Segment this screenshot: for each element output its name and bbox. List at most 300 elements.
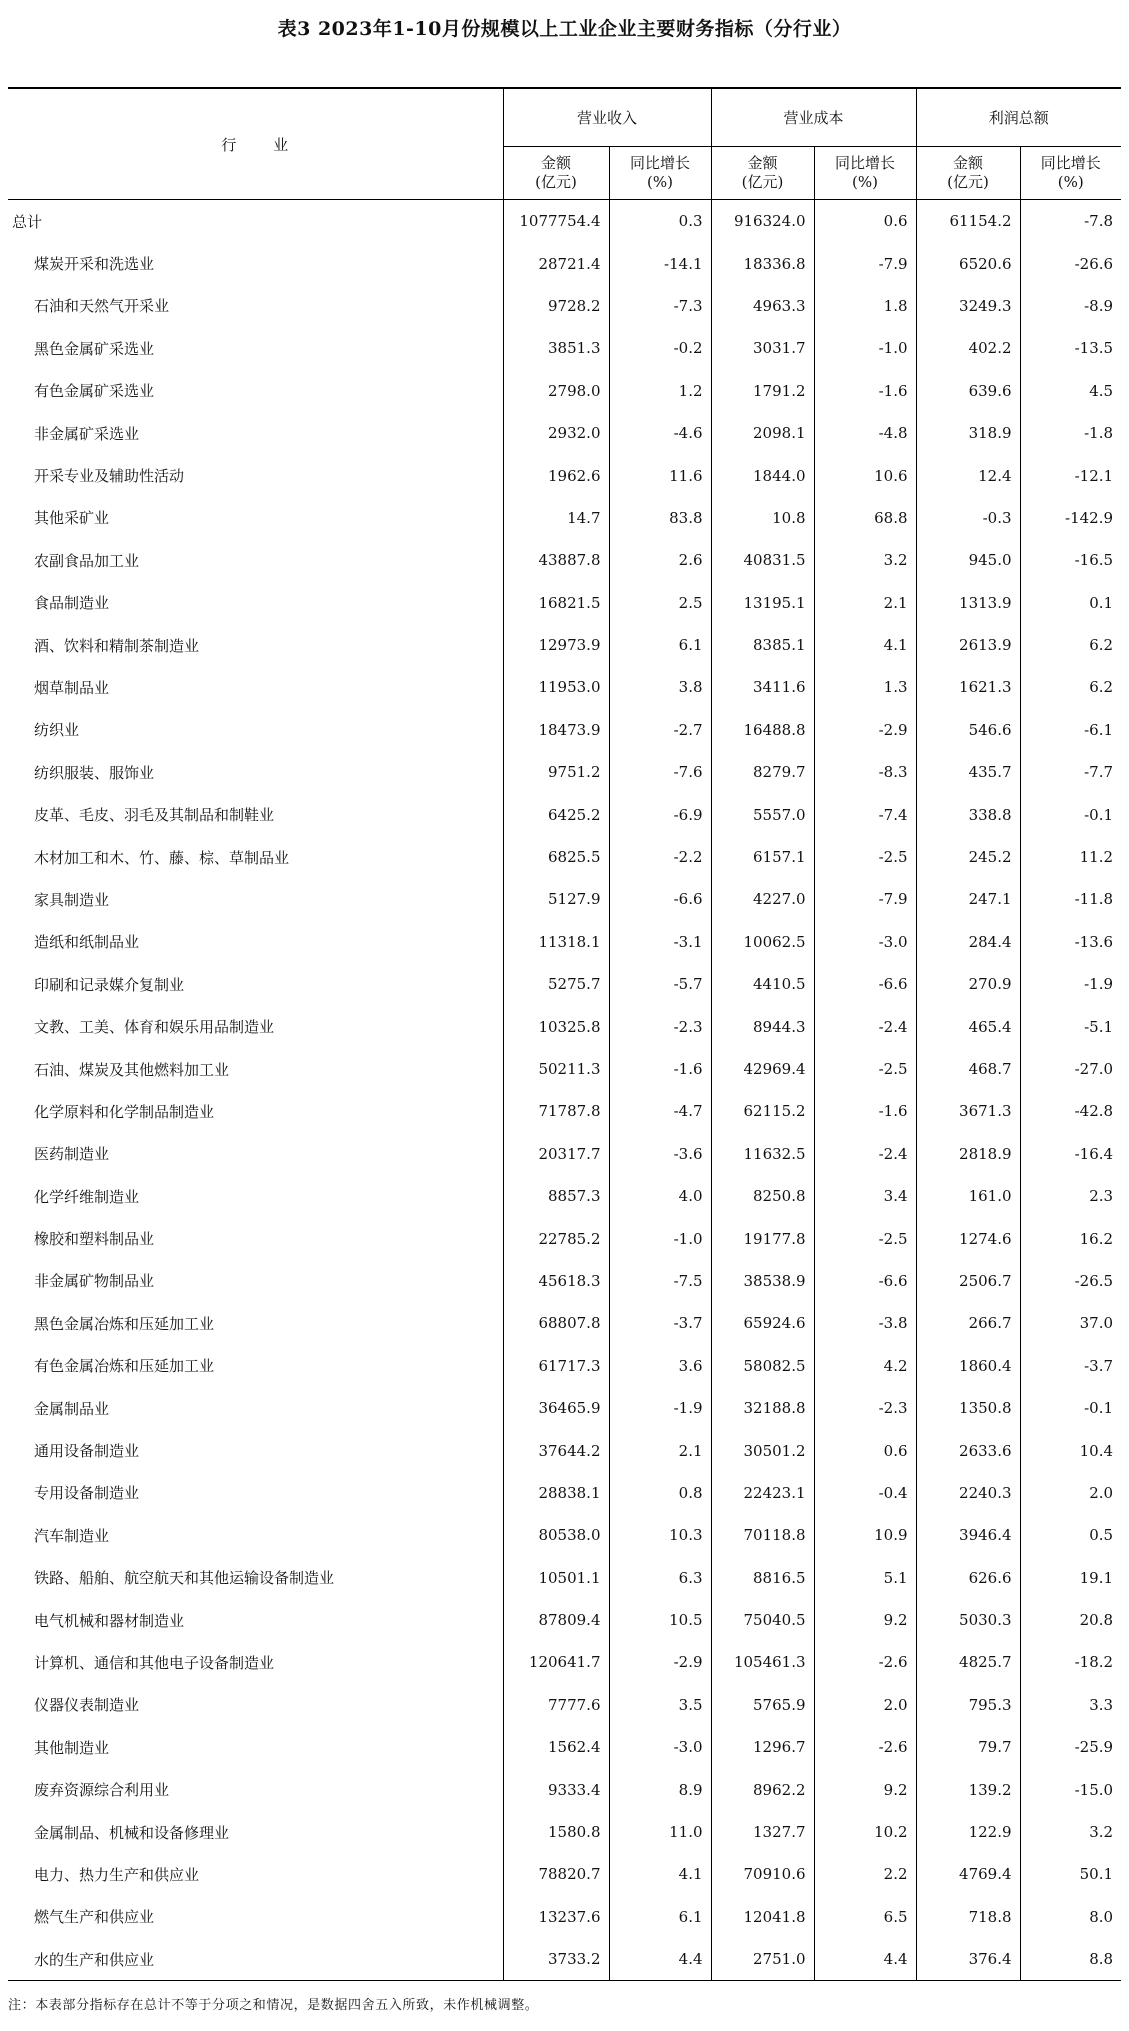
revenue-growth-cell: 0.8 bbox=[609, 1472, 711, 1514]
table-row bbox=[8, 1599, 1121, 1641]
cost-growth-cell: -8.3 bbox=[814, 751, 916, 793]
profit-amount-cell: 1860.4 bbox=[916, 1345, 1020, 1387]
revenue-amount-cell: 18473.9 bbox=[503, 709, 609, 751]
revenue-amount-cell: 68807.8 bbox=[503, 1302, 609, 1344]
revenue-growth-cell: -2.3 bbox=[609, 1005, 711, 1047]
profit-amount-cell: 402.2 bbox=[916, 327, 1020, 369]
industry-name-cell: 木材加工和木、竹、藤、棕、草制品业 bbox=[34, 848, 290, 867]
profit-amount-cell: 122.9 bbox=[916, 1811, 1020, 1853]
cost-growth-cell: -1.0 bbox=[814, 327, 916, 369]
revenue-growth-cell: 10.3 bbox=[609, 1514, 711, 1556]
growth-unit: (%) bbox=[1057, 173, 1084, 191]
revenue-growth-header bbox=[609, 147, 711, 200]
profit-growth-cell: -18.2 bbox=[1020, 1641, 1121, 1683]
profit-amount-cell: 284.4 bbox=[916, 921, 1020, 963]
profit-growth-cell: -0.1 bbox=[1020, 1387, 1121, 1429]
profit-amount-cell: 318.9 bbox=[916, 412, 1020, 454]
cost-growth-cell: 0.6 bbox=[814, 200, 916, 243]
revenue-amount-cell: 87809.4 bbox=[503, 1599, 609, 1641]
cost-amount-cell: 105461.3 bbox=[711, 1641, 814, 1683]
revenue-amount-cell: 78820.7 bbox=[503, 1853, 609, 1895]
revenue-growth-cell: -7.3 bbox=[609, 285, 711, 327]
revenue-amount-cell: 61717.3 bbox=[503, 1345, 609, 1387]
table-header bbox=[8, 88, 1121, 200]
amount-unit: (亿元) bbox=[741, 173, 784, 191]
industry-name-cell: 有色金属矿采选业 bbox=[34, 382, 155, 401]
profit-amount-cell: 2613.9 bbox=[916, 624, 1020, 666]
cost-growth-cell: 9.2 bbox=[814, 1768, 916, 1810]
profit-growth-cell: -6.1 bbox=[1020, 709, 1121, 751]
cost-growth-cell: 9.2 bbox=[814, 1599, 916, 1641]
industry-name-cell: 橡胶和塑料制品业 bbox=[34, 1230, 155, 1249]
profit-amount-cell: 4825.7 bbox=[916, 1641, 1020, 1683]
cost-growth-cell: -6.6 bbox=[814, 963, 916, 1005]
cost-amount-cell: 12041.8 bbox=[711, 1896, 814, 1938]
profit-amount-cell: 61154.2 bbox=[916, 200, 1020, 243]
cost-growth-cell: 3.4 bbox=[814, 1175, 916, 1217]
table-row bbox=[8, 878, 1121, 920]
profit-amount-cell: 626.6 bbox=[916, 1557, 1020, 1599]
cost-growth-cell: -2.6 bbox=[814, 1641, 916, 1683]
industry-name-cell: 专用设备制造业 bbox=[34, 1484, 140, 1503]
revenue-amount-cell: 28721.4 bbox=[503, 242, 609, 284]
industry-name-cell: 黑色金属矿采选业 bbox=[34, 339, 155, 358]
cost-growth-cell: -7.4 bbox=[814, 793, 916, 835]
industry-name-cell: 非金属矿采选业 bbox=[34, 424, 140, 443]
revenue-amount-cell: 9751.2 bbox=[503, 751, 609, 793]
revenue-growth-cell: -7.6 bbox=[609, 751, 711, 793]
revenue-amount-cell: 5127.9 bbox=[503, 878, 609, 920]
profit-growth-cell: -25.9 bbox=[1020, 1726, 1121, 1768]
revenue-amount-cell: 12973.9 bbox=[503, 624, 609, 666]
table-row bbox=[8, 1133, 1121, 1175]
table-row bbox=[8, 1726, 1121, 1768]
profit-amount-cell: 468.7 bbox=[916, 1048, 1020, 1090]
profit-amount-cell: 1313.9 bbox=[916, 582, 1020, 624]
industry-name-cell: 煤炭开采和洗选业 bbox=[34, 255, 155, 274]
revenue-amount-cell: 9728.2 bbox=[503, 285, 609, 327]
cost-growth-cell: -2.6 bbox=[814, 1726, 916, 1768]
profit-growth-cell: -16.4 bbox=[1020, 1133, 1121, 1175]
table-body bbox=[8, 200, 1121, 1981]
revenue-growth-cell: 2.1 bbox=[609, 1429, 711, 1471]
table-row bbox=[8, 1641, 1121, 1683]
cost-amount-cell: 1327.7 bbox=[711, 1811, 814, 1853]
header-row-groups bbox=[8, 88, 1121, 147]
profit-growth-cell: 10.4 bbox=[1020, 1429, 1121, 1471]
revenue-growth-cell: 11.6 bbox=[609, 454, 711, 496]
profit-amount-cell: 161.0 bbox=[916, 1175, 1020, 1217]
profit-growth-cell: 3.3 bbox=[1020, 1684, 1121, 1726]
revenue-growth-cell: 3.5 bbox=[609, 1684, 711, 1726]
profit-amount-cell: 4769.4 bbox=[916, 1853, 1020, 1895]
revenue-amount-cell: 2798.0 bbox=[503, 370, 609, 412]
table-row bbox=[8, 370, 1121, 412]
revenue-growth-cell: 4.4 bbox=[609, 1938, 711, 1981]
revenue-growth-cell: 6.1 bbox=[609, 624, 711, 666]
profit-growth-cell: -142.9 bbox=[1020, 497, 1121, 539]
cost-growth-cell: -6.6 bbox=[814, 1260, 916, 1302]
profit-growth-cell: -8.9 bbox=[1020, 285, 1121, 327]
cost-amount-cell: 58082.5 bbox=[711, 1345, 814, 1387]
profit-amount-cell: 2240.3 bbox=[916, 1472, 1020, 1514]
profit-amount-cell: 2506.7 bbox=[916, 1260, 1020, 1302]
cost-amount-header bbox=[711, 147, 814, 200]
footnote: 注：本表部分指标存在总计不等于分项之和情况，是数据四舍五入所致，未作机械调整。 bbox=[8, 1998, 539, 2013]
revenue-amount-cell: 80538.0 bbox=[503, 1514, 609, 1556]
revenue-amount-cell: 14.7 bbox=[503, 497, 609, 539]
amount-label: 金额 bbox=[540, 154, 571, 172]
cost-growth-cell: 10.6 bbox=[814, 454, 916, 496]
table-row bbox=[8, 1557, 1121, 1599]
growth-label: 同比增长 bbox=[835, 154, 896, 172]
industry-name-cell: 通用设备制造业 bbox=[34, 1442, 140, 1461]
industry-name-cell: 酒、饮料和精制茶制造业 bbox=[34, 636, 200, 655]
table-row bbox=[8, 793, 1121, 835]
profit-growth-cell: -15.0 bbox=[1020, 1768, 1121, 1810]
profit-growth-cell: -12.1 bbox=[1020, 454, 1121, 496]
table-row bbox=[8, 497, 1121, 539]
industry-name-cell: 其他制造业 bbox=[34, 1738, 110, 1757]
cost-amount-cell: 8816.5 bbox=[711, 1557, 814, 1599]
cost-amount-cell: 8385.1 bbox=[711, 624, 814, 666]
industry-name-cell: 总计 bbox=[12, 212, 43, 231]
table-row bbox=[8, 1260, 1121, 1302]
industry-name-cell: 皮革、毛皮、羽毛及其制品和制鞋业 bbox=[34, 806, 275, 825]
cost-amount-cell: 4963.3 bbox=[711, 285, 814, 327]
revenue-amount-cell: 1077754.4 bbox=[503, 200, 609, 243]
profit-amount-cell: -0.3 bbox=[916, 497, 1020, 539]
industry-name-cell: 仪器仪表制造业 bbox=[34, 1696, 140, 1715]
table-row bbox=[8, 1387, 1121, 1429]
industry-name-cell: 石油、煤炭及其他燃料加工业 bbox=[34, 1060, 230, 1079]
profit-amount-cell: 5030.3 bbox=[916, 1599, 1020, 1641]
profit-growth-cell: -13.6 bbox=[1020, 921, 1121, 963]
revenue-growth-cell: 83.8 bbox=[609, 497, 711, 539]
industry-name-cell: 家具制造业 bbox=[34, 890, 110, 909]
profit-amount-cell: 245.2 bbox=[916, 836, 1020, 878]
profit-growth-cell: 2.3 bbox=[1020, 1175, 1121, 1217]
revenue-growth-cell: -7.5 bbox=[609, 1260, 711, 1302]
industry-name-cell: 农副食品加工业 bbox=[34, 551, 140, 570]
financial-indicators-table bbox=[8, 87, 1121, 1981]
cost-amount-cell: 40831.5 bbox=[711, 539, 814, 581]
industry-name-cell: 非金属矿物制品业 bbox=[34, 1272, 155, 1291]
profit-growth-cell: 4.5 bbox=[1020, 370, 1121, 412]
revenue-growth-cell: 6.3 bbox=[609, 1557, 711, 1599]
table-row bbox=[8, 751, 1121, 793]
cost-amount-cell: 1844.0 bbox=[711, 454, 814, 496]
profit-growth-cell: -0.1 bbox=[1020, 793, 1121, 835]
profit-growth-cell: -3.7 bbox=[1020, 1345, 1121, 1387]
revenue-amount-cell: 1962.6 bbox=[503, 454, 609, 496]
revenue-growth-cell: 6.1 bbox=[609, 1896, 711, 1938]
industry-name-cell: 电力、热力生产和供应业 bbox=[34, 1865, 200, 1884]
profit-growth-cell: -13.5 bbox=[1020, 327, 1121, 369]
cost-growth-cell: -7.9 bbox=[814, 878, 916, 920]
profit-amount-cell: 3946.4 bbox=[916, 1514, 1020, 1556]
cost-growth-cell: 68.8 bbox=[814, 497, 916, 539]
profit-growth-cell: -42.8 bbox=[1020, 1090, 1121, 1132]
table-row bbox=[8, 1429, 1121, 1471]
cost-growth-cell: 10.9 bbox=[814, 1514, 916, 1556]
cost-amount-cell: 8944.3 bbox=[711, 1005, 814, 1047]
revenue-growth-cell: -0.2 bbox=[609, 327, 711, 369]
table-row bbox=[8, 1048, 1121, 1090]
cost-amount-cell: 916324.0 bbox=[711, 200, 814, 243]
cost-growth-cell: -3.0 bbox=[814, 921, 916, 963]
cost-amount-cell: 8250.8 bbox=[711, 1175, 814, 1217]
revenue-growth-cell: 2.5 bbox=[609, 582, 711, 624]
cost-amount-cell: 65924.6 bbox=[711, 1302, 814, 1344]
industry-name-cell: 计算机、通信和其他电子设备制造业 bbox=[34, 1653, 275, 1672]
revenue-amount-cell: 7777.6 bbox=[503, 1684, 609, 1726]
growth-unit: (%) bbox=[852, 173, 878, 191]
cost-growth-cell: 0.6 bbox=[814, 1429, 916, 1471]
revenue-growth-cell: 1.2 bbox=[609, 370, 711, 412]
cost-amount-cell: 1791.2 bbox=[711, 370, 814, 412]
profit-growth-cell: 11.2 bbox=[1020, 836, 1121, 878]
cost-growth-cell: 2.1 bbox=[814, 582, 916, 624]
profit-amount-cell: 639.6 bbox=[916, 370, 1020, 412]
amount-label: 金额 bbox=[747, 154, 778, 172]
revenue-growth-cell: 2.6 bbox=[609, 539, 711, 581]
revenue-growth-cell: -6.6 bbox=[609, 878, 711, 920]
cost-amount-cell: 62115.2 bbox=[711, 1090, 814, 1132]
industry-name-cell: 化学纤维制造业 bbox=[34, 1187, 140, 1206]
industry-name-cell: 纺织业 bbox=[34, 721, 80, 740]
profit-growth-cell: 2.0 bbox=[1020, 1472, 1121, 1514]
cost-amount-cell: 1296.7 bbox=[711, 1726, 814, 1768]
revenue-amount-cell: 36465.9 bbox=[503, 1387, 609, 1429]
profit-amount-cell: 1274.6 bbox=[916, 1217, 1020, 1259]
revenue-amount-cell: 10325.8 bbox=[503, 1005, 609, 1047]
cost-amount-cell: 70118.8 bbox=[711, 1514, 814, 1556]
cost-growth-cell: -3.8 bbox=[814, 1302, 916, 1344]
profit-growth-cell: -27.0 bbox=[1020, 1048, 1121, 1090]
profit-growth-cell: -7.7 bbox=[1020, 751, 1121, 793]
cost-growth-cell: 1.8 bbox=[814, 285, 916, 327]
profit-amount-cell: 795.3 bbox=[916, 1684, 1020, 1726]
profit-growth-cell: 19.1 bbox=[1020, 1557, 1121, 1599]
table-row bbox=[8, 1090, 1121, 1132]
revenue-amount-header bbox=[503, 147, 609, 200]
table-row bbox=[8, 624, 1121, 666]
profit-amount-cell: 3249.3 bbox=[916, 285, 1020, 327]
profit-amount-cell: 465.4 bbox=[916, 1005, 1020, 1047]
profit-amount-cell: 139.2 bbox=[916, 1768, 1020, 1810]
profit-growth-cell: -26.5 bbox=[1020, 1260, 1121, 1302]
revenue-amount-cell: 2932.0 bbox=[503, 412, 609, 454]
profit-amount-header bbox=[916, 147, 1020, 200]
growth-unit: (%) bbox=[647, 173, 673, 191]
table-row bbox=[8, 539, 1121, 581]
revenue-growth-cell: -6.9 bbox=[609, 793, 711, 835]
industry-name-cell: 铁路、船舶、航空航天和其他运输设备制造业 bbox=[34, 1569, 335, 1588]
cost-amount-cell: 8962.2 bbox=[711, 1768, 814, 1810]
profit-growth-cell: 3.2 bbox=[1020, 1811, 1121, 1853]
industry-name-cell: 医药制造业 bbox=[34, 1145, 110, 1164]
table-row bbox=[8, 1472, 1121, 1514]
profit-growth-cell: 8.8 bbox=[1020, 1938, 1121, 1981]
revenue-growth-cell: -4.7 bbox=[609, 1090, 711, 1132]
cost-amount-cell: 10.8 bbox=[711, 497, 814, 539]
amount-unit: (亿元) bbox=[535, 173, 577, 191]
cost-amount-cell: 4227.0 bbox=[711, 878, 814, 920]
profit-amount-cell: 270.9 bbox=[916, 963, 1020, 1005]
profit-amount-cell: 718.8 bbox=[916, 1896, 1020, 1938]
profit-amount-cell: 435.7 bbox=[916, 751, 1020, 793]
revenue-growth-cell: 3.6 bbox=[609, 1345, 711, 1387]
cost-growth-cell: 4.2 bbox=[814, 1345, 916, 1387]
profit-growth-header bbox=[1020, 147, 1121, 200]
revenue-amount-cell: 8857.3 bbox=[503, 1175, 609, 1217]
growth-label: 同比增长 bbox=[630, 154, 691, 172]
revenue-growth-cell: -1.6 bbox=[609, 1048, 711, 1090]
table-row bbox=[8, 454, 1121, 496]
cost-amount-cell: 8279.7 bbox=[711, 751, 814, 793]
cost-amount-cell: 11632.5 bbox=[711, 1133, 814, 1175]
revenue-amount-cell: 20317.7 bbox=[503, 1133, 609, 1175]
industry-header: 行 业 bbox=[8, 88, 503, 200]
profit-growth-cell: -11.8 bbox=[1020, 878, 1121, 920]
table-row bbox=[8, 1938, 1121, 1981]
table-row bbox=[8, 1811, 1121, 1853]
revenue-amount-cell: 11953.0 bbox=[503, 666, 609, 708]
profit-growth-cell: -26.6 bbox=[1020, 242, 1121, 284]
profit-amount-cell: 1621.3 bbox=[916, 666, 1020, 708]
revenue-amount-cell: 1580.8 bbox=[503, 1811, 609, 1853]
industry-name-cell: 纺织服装、服饰业 bbox=[34, 763, 155, 782]
cost-amount-cell: 75040.5 bbox=[711, 1599, 814, 1641]
profit-growth-cell: 0.5 bbox=[1020, 1514, 1121, 1556]
profit-growth-cell: -1.9 bbox=[1020, 963, 1121, 1005]
table-row bbox=[8, 1684, 1121, 1726]
table-row bbox=[8, 1896, 1121, 1938]
revenue-header: 营业收入 bbox=[503, 88, 711, 147]
industry-name-cell: 电气机械和器材制造业 bbox=[34, 1611, 185, 1630]
table-row bbox=[8, 1005, 1121, 1047]
cost-growth-cell: 5.1 bbox=[814, 1557, 916, 1599]
cost-growth-cell: -2.4 bbox=[814, 1005, 916, 1047]
cost-growth-cell: -2.5 bbox=[814, 1048, 916, 1090]
cost-amount-cell: 19177.8 bbox=[711, 1217, 814, 1259]
table-row bbox=[8, 1514, 1121, 1556]
cost-growth-cell: -2.3 bbox=[814, 1387, 916, 1429]
revenue-growth-cell: 0.3 bbox=[609, 200, 711, 243]
table-row bbox=[8, 666, 1121, 708]
table-row-total bbox=[8, 200, 1121, 243]
profit-amount-cell: 2633.6 bbox=[916, 1429, 1020, 1471]
amount-unit: (亿元) bbox=[947, 173, 989, 191]
revenue-growth-cell: -3.7 bbox=[609, 1302, 711, 1344]
table-row bbox=[8, 921, 1121, 963]
growth-label: 同比增长 bbox=[1040, 154, 1101, 172]
profit-growth-cell: 6.2 bbox=[1020, 624, 1121, 666]
cost-growth-cell: 4.4 bbox=[814, 1938, 916, 1981]
industry-name-cell: 有色金属冶炼和压延加工业 bbox=[34, 1357, 215, 1376]
table-row bbox=[8, 709, 1121, 751]
profit-growth-cell: 37.0 bbox=[1020, 1302, 1121, 1344]
revenue-growth-cell: -2.9 bbox=[609, 1641, 711, 1683]
table-row bbox=[8, 963, 1121, 1005]
revenue-amount-cell: 1562.4 bbox=[503, 1726, 609, 1768]
profit-amount-cell: 945.0 bbox=[916, 539, 1020, 581]
cost-growth-cell: 2.0 bbox=[814, 1684, 916, 1726]
industry-name-cell: 金属制品、机械和设备修理业 bbox=[34, 1823, 230, 1842]
table-row bbox=[8, 1345, 1121, 1387]
revenue-growth-cell: 10.5 bbox=[609, 1599, 711, 1641]
profit-growth-cell: 16.2 bbox=[1020, 1217, 1121, 1259]
revenue-amount-cell: 10501.1 bbox=[503, 1557, 609, 1599]
profit-amount-cell: 79.7 bbox=[916, 1726, 1020, 1768]
revenue-amount-cell: 3851.3 bbox=[503, 327, 609, 369]
cost-growth-cell: -2.9 bbox=[814, 709, 916, 751]
industry-name-cell: 燃气生产和供应业 bbox=[34, 1908, 155, 1927]
industry-name-cell: 石油和天然气开采业 bbox=[34, 297, 170, 316]
table-row bbox=[8, 327, 1121, 369]
profit-growth-cell: 50.1 bbox=[1020, 1853, 1121, 1895]
revenue-growth-cell: -3.6 bbox=[609, 1133, 711, 1175]
revenue-amount-cell: 37644.2 bbox=[503, 1429, 609, 1471]
cost-amount-cell: 16488.8 bbox=[711, 709, 814, 751]
table-row bbox=[8, 582, 1121, 624]
cost-growth-cell: -7.9 bbox=[814, 242, 916, 284]
revenue-growth-cell: -4.6 bbox=[609, 412, 711, 454]
table-row bbox=[8, 242, 1121, 284]
cost-amount-cell: 13195.1 bbox=[711, 582, 814, 624]
cost-growth-cell: -1.6 bbox=[814, 1090, 916, 1132]
industry-name-cell: 金属制品业 bbox=[34, 1399, 110, 1418]
profit-amount-cell: 3671.3 bbox=[916, 1090, 1020, 1132]
industry-name-cell: 印刷和记录媒介复制业 bbox=[34, 975, 185, 994]
profit-amount-cell: 247.1 bbox=[916, 878, 1020, 920]
cost-growth-cell: 3.2 bbox=[814, 539, 916, 581]
revenue-growth-cell: -1.0 bbox=[609, 1217, 711, 1259]
industry-name-cell: 造纸和纸制品业 bbox=[34, 933, 140, 952]
profit-amount-cell: 338.8 bbox=[916, 793, 1020, 835]
revenue-amount-cell: 45618.3 bbox=[503, 1260, 609, 1302]
profit-growth-cell: -16.5 bbox=[1020, 539, 1121, 581]
revenue-growth-cell: -3.0 bbox=[609, 1726, 711, 1768]
revenue-amount-cell: 5275.7 bbox=[503, 963, 609, 1005]
industry-name-cell: 废弃资源综合利用业 bbox=[34, 1781, 170, 1800]
revenue-growth-cell: -2.7 bbox=[609, 709, 711, 751]
revenue-amount-cell: 3733.2 bbox=[503, 1938, 609, 1981]
cost-amount-cell: 10062.5 bbox=[711, 921, 814, 963]
profit-growth-cell: 0.1 bbox=[1020, 582, 1121, 624]
profit-amount-cell: 2818.9 bbox=[916, 1133, 1020, 1175]
revenue-growth-cell: 4.0 bbox=[609, 1175, 711, 1217]
revenue-growth-cell: 3.8 bbox=[609, 666, 711, 708]
table-row bbox=[8, 1217, 1121, 1259]
profit-growth-cell: 6.2 bbox=[1020, 666, 1121, 708]
cost-growth-cell: 10.2 bbox=[814, 1811, 916, 1853]
revenue-growth-cell: 11.0 bbox=[609, 1811, 711, 1853]
revenue-amount-cell: 71787.8 bbox=[503, 1090, 609, 1132]
cost-amount-cell: 2751.0 bbox=[711, 1938, 814, 1981]
profit-amount-cell: 1350.8 bbox=[916, 1387, 1020, 1429]
cost-header: 营业成本 bbox=[711, 88, 916, 147]
profit-amount-cell: 12.4 bbox=[916, 454, 1020, 496]
cost-amount-cell: 70910.6 bbox=[711, 1853, 814, 1895]
profit-growth-cell: 20.8 bbox=[1020, 1599, 1121, 1641]
cost-amount-cell: 3411.6 bbox=[711, 666, 814, 708]
revenue-growth-cell: 4.1 bbox=[609, 1853, 711, 1895]
profit-amount-cell: 376.4 bbox=[916, 1938, 1020, 1981]
cost-amount-cell: 30501.2 bbox=[711, 1429, 814, 1471]
cost-growth-header bbox=[814, 147, 916, 200]
